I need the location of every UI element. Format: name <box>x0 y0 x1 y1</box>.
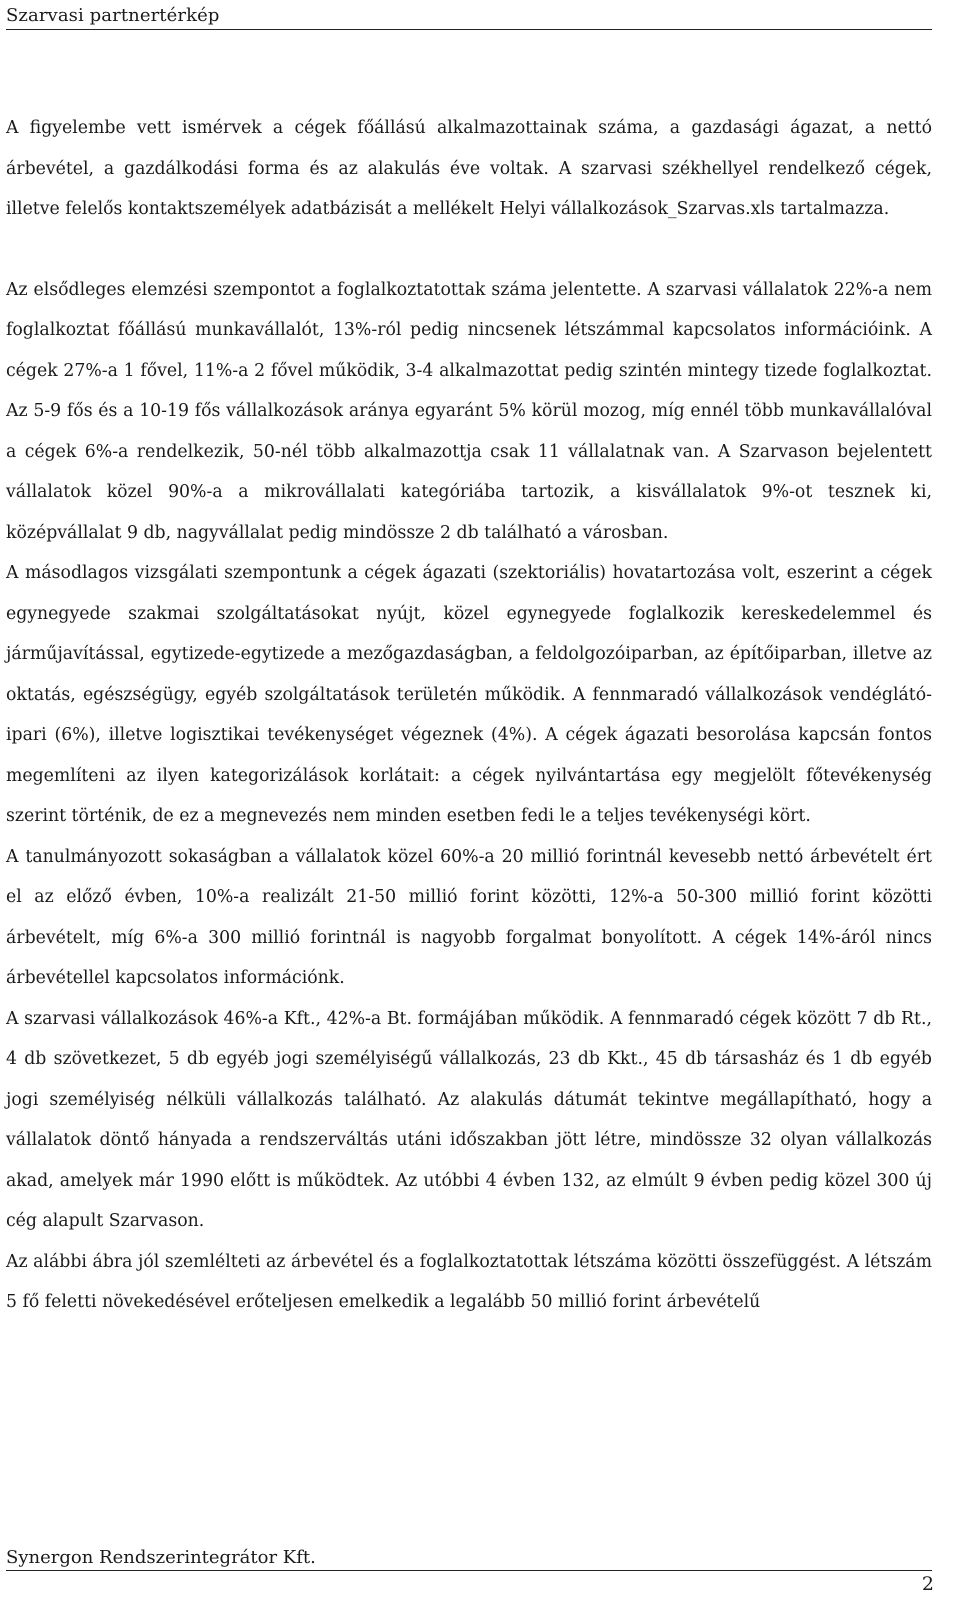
paragraph-employees: Az elsődleges elemzési szempontot a foglalkoztatottak száma jelentette. A szarvasi vállalatok 22%-a nem foglalkoztat főállású munkavállalót, 13%-ról pedig nincsenek létszámmal kapcsolatos információink. A cégek 27%-a 1 fővel, 11%-a 2 fővel működik, 3-4 alkalmazottat pedig szintén mintegy tizede foglalkoztat. Az 5-9 fős és a 10-19 fős vállalkozások aránya egyaránt 5% körül mozog, míg ennél több munkavállalóval a cégek 6%-a rendelkezik, 50-nél több alkalmazottja csak 11 vállalatnak van. A Szarvason bejelentett vállalatok közel 90%-a a mikrovállalati kategóriába tartozik, a kisvállalatok 9%-ot tesznek ki, középvállalat 9 db, nagyvállalat pedig mindössze 2 db található a városban. <box>6 279 932 543</box>
paragraph-criteria: A figyelembe vett ismérvek a cégek főállású alkalmazottainak száma, a gazdasági ágazat, a nettó árbevétel, a gazdálkodási forma és az alakulás éve voltak. A szarvasi székhellyel rendelkező cégek, illetve felelős kontaktszemélyek adatbázisát a mellékelt Helyi vállalkozások_Szarvas.xls tartalmazza. <box>6 118 932 219</box>
paragraph-legal-form: A szarvasi vállalkozások 46%-a Kft., 42%-a Bt. formájában működik. A fennmaradó cégek között 7 db Rt., 4 db szövetkezet, 5 db egyéb jogi személyiségű vállalkozás, 23 db Kkt., 45 db társasház és 1 db egyéb jogi személyiség nélküli vállalkozás található. Az alakulás dátumát tekintve megállapítható, hogy a vállalatok döntő hányada a rendszerváltás utáni időszakban jött létre, mindössze 32 olyan vállalkozás akad, amelyek már 1990 előtt is működtek. Az utóbbi 4 évben 132, az elmúlt 9 évben pedig közel 300 új cég alapult Szarvason. <box>6 1008 932 1231</box>
paragraph-sectors: A másodlagos vizsgálati szempontunk a cégek ágazati (szektoriális) hovatartozása volt, eszerint a cégek egynegyede szakmai szolgáltatásokat nyújt, közel egynegyede foglalkozik kereskedelemmel és járműjavítással, egytizede-egytizede a mezőgazdaságban, a feldolgozóiparban, az építőiparban, illetve az oktatás, egészségügy, egyéb szolgáltatások területén működik. A fennmaradó vállalkozások vendéglátó-ipari (6%), illetve logisztikai tevékenységet végeznek (4%). A cégek ágazati besorolása kapcsán fontos megemlíteni az ilyen kategorizálások korlátait: a cégek nyilvántartása egy megjelölt főtevékenység szerint történik, de ez a megnevezés nem minden esetben fedi le a teljes tevékenységi kört. <box>6 563 932 826</box>
paragraph-figure-intro: Az alábbi ábra jól szemlélteti az árbevétel és a foglalkoztatottak létszáma közötti összefüggést. A létszám 5 fő feletti növekedésével erőteljesen emelkedik a legalább 50 millió forint árbevételű <box>6 1251 932 1312</box>
paragraph-revenue: A tanulmányozott sokaságban a vállalatok közel 60%-a 20 millió forintnál kevesebb nettó árbevételt ért el az előző évben, 10%-a realizált 21-50 millió forint közötti, 12%-a 50-300 millió forint közötti árbevételt, míg 6%-a 300 millió forintnál is nagyobb forgalmat bonyolított. A cégek 14%-áról nincs árbevétellel kapcsolatos információnk. <box>6 846 932 988</box>
page-footer: Synergon Rendszerintegrátor Kft. <box>6 1546 932 1571</box>
page-header: Szarvasi partnertérkép <box>6 4 932 30</box>
document-body <box>6 108 932 1323</box>
page-number: 2 <box>921 1573 934 1595</box>
